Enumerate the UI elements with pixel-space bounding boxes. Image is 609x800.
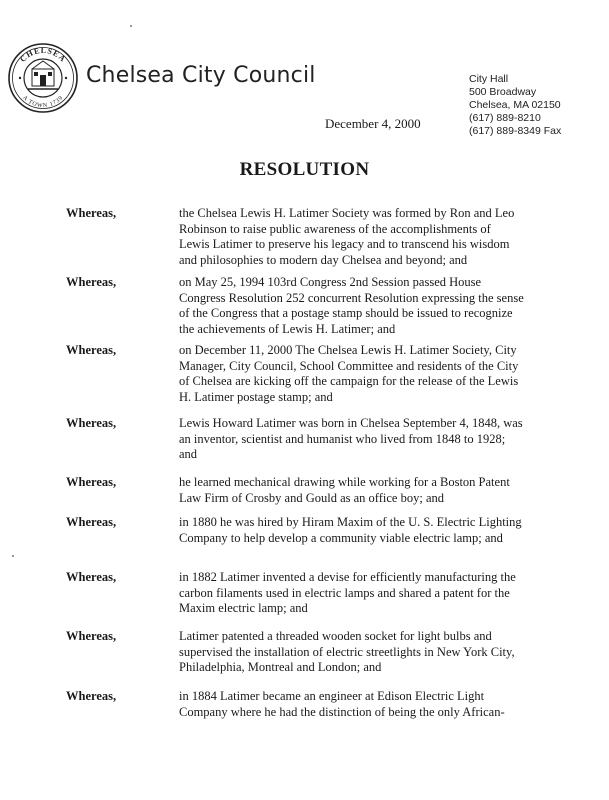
clause-text: Lewis Howard Latimer was born in Chelsea September 4, 1848, was an inventor, scientist and humanist who lived from 1848 to 1928; and [179, 416, 523, 461]
clause-label: Whereas, [66, 570, 117, 584]
scan-speck [130, 25, 132, 27]
clause-label: Whereas, [66, 343, 117, 357]
clause-label: Whereas, [66, 206, 117, 220]
clause-text: he learned mechanical drawing while working for a Boston Patent Law Firm of Crosby and Gould as an office boy; and [179, 475, 510, 505]
clause-text: in 1882 Latimer invented a devise for efficiently manufacturing the carbon filaments used in electric lamps and shared a patent for the Maxim electric lamp; and [179, 570, 516, 615]
clause-label: Whereas, [66, 416, 117, 430]
address-line-city-hall: City Hall [469, 73, 509, 85]
address-line-fax: (617) 889-8349 Fax [469, 125, 562, 137]
svg-text:A TOWN 1739: A TOWN 1739 [21, 95, 65, 110]
address-block [469, 73, 561, 138]
address-line-street: 500 Broadway [469, 86, 537, 98]
clause-label: Whereas, [66, 689, 117, 703]
clause-text: in 1884 Latimer became an engineer at Edison Electric Light Company where he had the distinction of being the only African- [179, 689, 505, 719]
clause-label: Whereas, [66, 629, 117, 643]
document-title: RESOLUTION [239, 159, 370, 180]
council-name: Chelsea City Council [86, 63, 316, 88]
clause-text: in 1880 he was hired by Hiram Maxim of the U. S. Electric Lighting Company to help develop a community viable electric lamp; and [179, 515, 522, 545]
clause-label: Whereas, [66, 475, 117, 489]
document-date: December 4, 2000 [325, 116, 421, 131]
clause-label: Whereas, [66, 275, 117, 289]
address-line-phone: (617) 889-8210 [469, 112, 541, 124]
clause-text: the Chelsea Lewis H. Latimer Society was formed by Ron and Leo Robinson to raise public awareness of the accomplishments of Lewis Latimer to preserve his legacy and to transcend his wisdom and philosophies to modern day Chelsea and beyond; and [179, 206, 515, 267]
city-seal-logo [7, 42, 79, 114]
address-line-city-state: Chelsea, MA 02150 [469, 99, 561, 111]
svg-text:CHELSEA: CHELSEA [18, 45, 68, 64]
clause-text: on December 11, 2000 The Chelsea Lewis H. Latimer Society, City Manager, City Council, School Committee and residents of the City of Chelsea are kicking off the campaign for the release of the Lewis H. Latimer postage stamp; and [179, 343, 519, 404]
scan-speck [12, 555, 14, 557]
clause-text: on May 25, 1994 103rd Congress 2nd Session passed House Congress Resolution 252 concurrent Resolution expressing the sense of the Congress that a postage stamp should be issued to recognize the achievements of Lewis H. Latimer; and [179, 275, 524, 336]
clause-label: Whereas, [66, 515, 117, 529]
clause-text: Latimer patented a threaded wooden socket for light bulbs and supervised the installation of electric streetlights in New York City, Philadelphia, Montreal and London; and [179, 629, 515, 674]
